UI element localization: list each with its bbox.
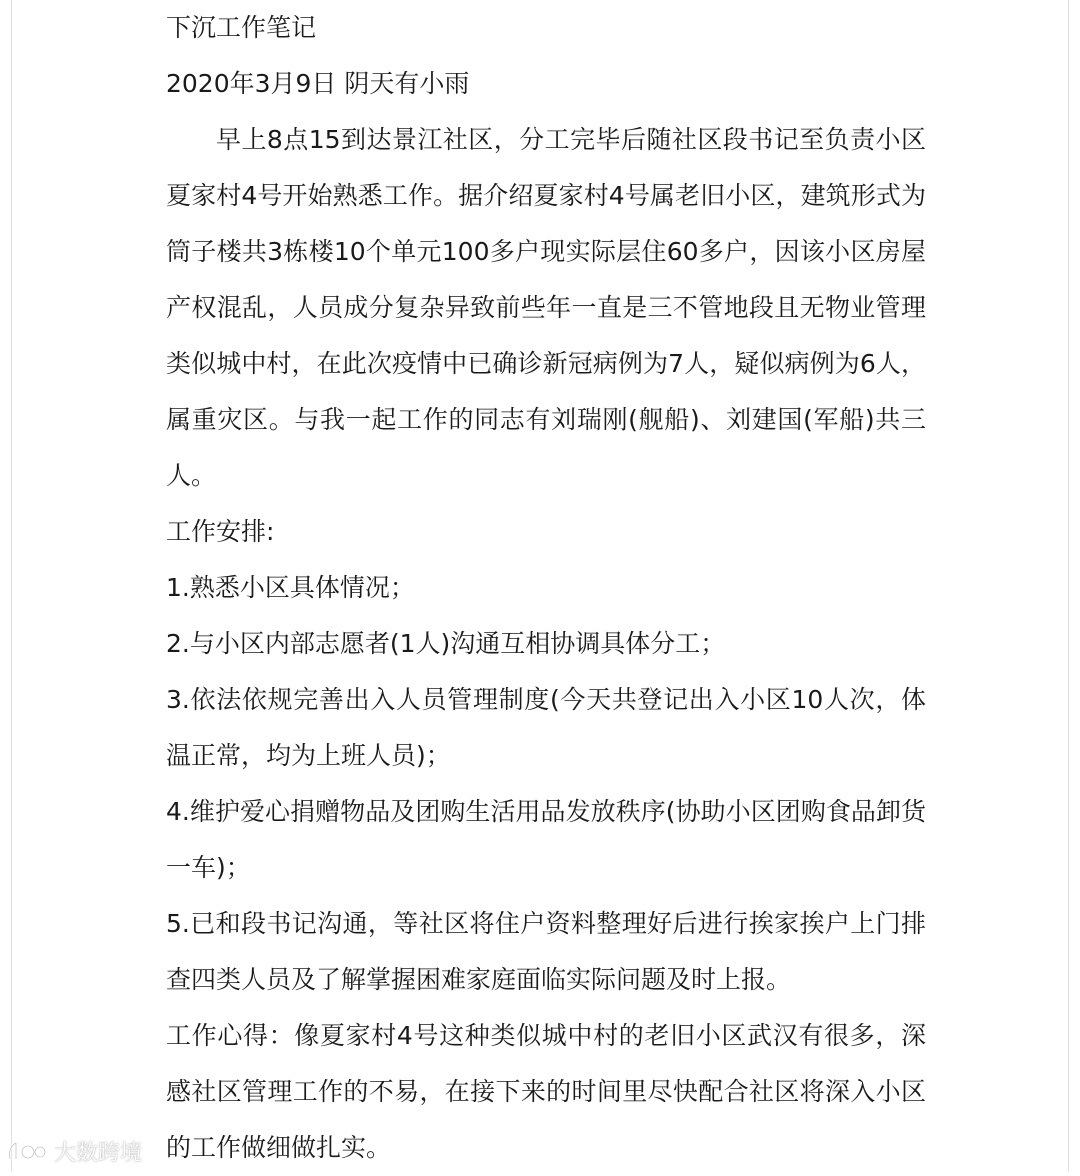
intro-paragraph: 早上8点15到达景江社区，分工完毕后随社区段书记至负责小区夏家村4号开始熟悉工作。据介绍夏家村4号属老旧小区，建筑形式为筒子楼共3栋楼10个单元100多户现实际层住60多户，因该小区房屋产权混乱，人员成分复杂异致前些年一直是三不管地段且无物业管理类似城中村，在此次疫情中已确诊新冠病例为7人，疑似病例为6人，属重灾区。与我一起工作的同志有刘瑞刚(舰船)、刘建国(军船)共三人。	[166, 125, 926, 490]
document-body	[166, 0, 926, 1176]
reflection-paragraph: 工作心得：像夏家村4号这种类似城中村的老旧小区武汉有很多，深感社区管理工作的不易，在接下来的时间里尽快配合社区将深入小区的工作做细做扎实。	[166, 1021, 926, 1162]
watermark-text: 大数跨境	[54, 1140, 143, 1166]
work-item-3: 3.依法依规完善出入人员管理制度(今天共登记出入小区10人次，体温正常，均为上班人员)；	[166, 685, 926, 770]
page-edge-right	[1068, 0, 1069, 1172]
watermark	[6, 1136, 142, 1166]
work-item-5: 5.已和段书记沟通，等社区将住户资料整理好后进行挨家挨户上门排查四类人员及了解掌握困难家庭面临实际问题及时上报。	[166, 909, 926, 994]
work-item-2: 2.与小区内部志愿者(1人)沟通互相协调具体分工；	[166, 629, 726, 658]
date-weather: 2020年3月9日 阴天有小雨	[166, 69, 470, 98]
work-heading: 工作安排:	[166, 517, 275, 546]
page-edge-left	[11, 0, 12, 1172]
work-item-4: 4.维护爱心捐赠物品及团购生活用品发放秩序(协助小区团购食品卸货一车)；	[166, 797, 926, 882]
document-title: 下沉工作笔记	[166, 13, 317, 42]
watermark-logo-icon	[6, 1139, 46, 1163]
work-item-1: 1.熟悉小区具体情况；	[166, 573, 415, 602]
